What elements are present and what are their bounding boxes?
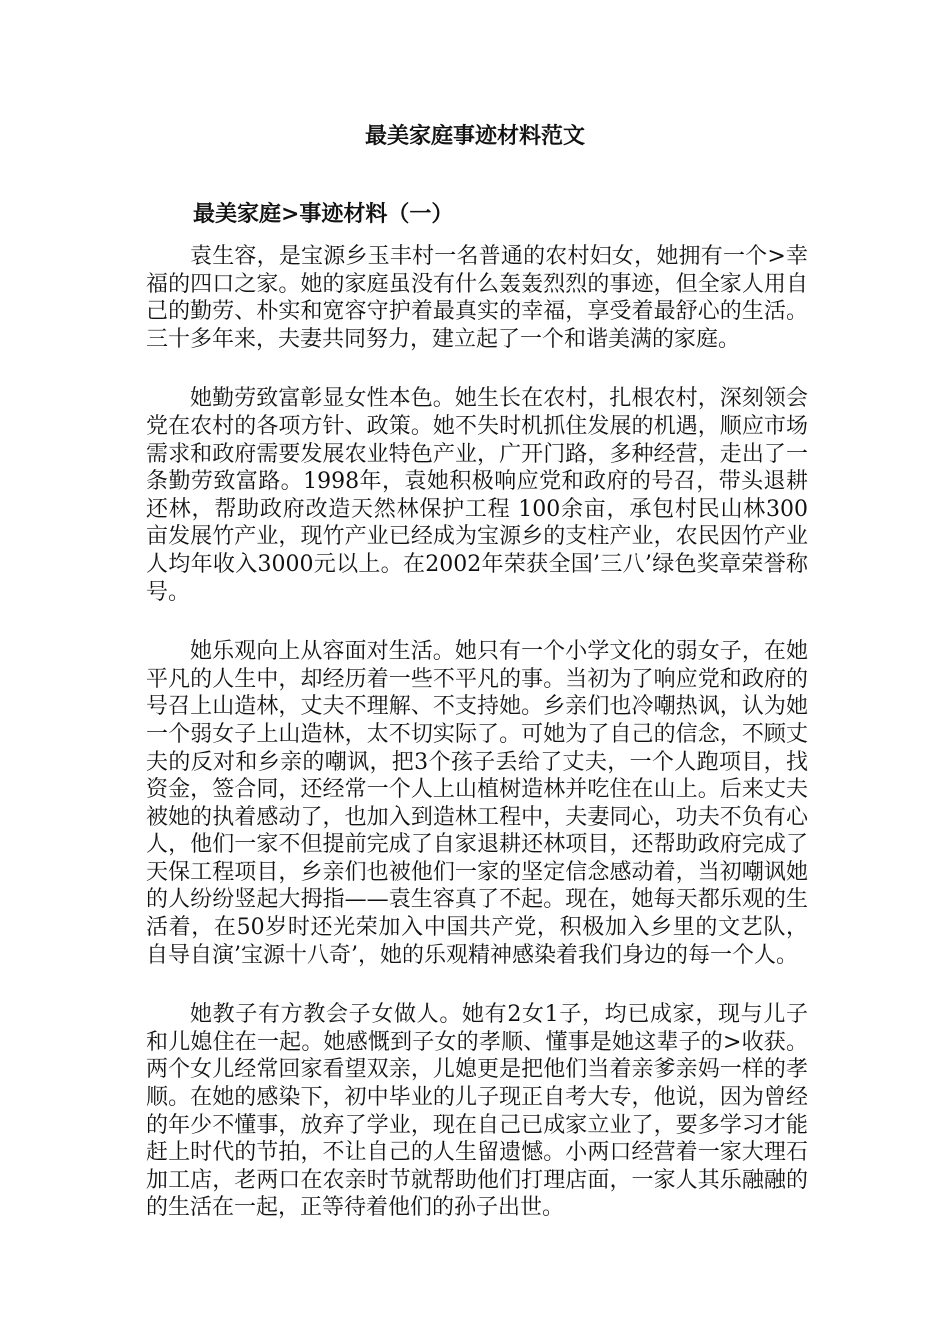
paragraph-2: 她勤劳致富彰显女性本色。她生长在农村，扎根农村，深刻领会党在农村的各项方针、政策。她不失时机抓住发展的机遇，顺应市场需求和政府需要发展农业特色产业，广开门路，多种经营，走出了一条勤劳致富路。1998年，袁她积极响应党和政府的号召，带头退耕还林，帮助政府改造天然林保护工程 100余亩，承包村民山林300亩发展竹产业，现竹产业已经成为宝源乡的支柱产业，农民因竹产业人均年收入3000元以上。在2002年荣获全国’三八’绿色奖章荣誉称号。 xyxy=(146,386,808,605)
document-title: 最美家庭事迹材料范文 xyxy=(364,123,585,149)
paragraph-1: 袁生容，是宝源乡玉丰村一名普通的农村妇女，她拥有一个>幸福的四口之家。她的家庭虽没有什么轰轰烈烈的事迹，但全家人用自己的勤劳、朴实和宽容守护着最真实的幸福，享受着最舒心的生活。三十多年来，夫妻共同努力，建立起了一个和谐美满的家庭。 xyxy=(146,244,808,352)
paragraph-3: 她乐观向上从容面对生活。她只有一个小学文化的弱女子，在她平凡的人生中，却经历着一些不平凡的事。当初为了响应党和政府的号召上山造林，丈夫不理解、不支持她。乡亲们也冷嘲热讽，认为她一个弱女子上山造林，太不切实际了。可她为了自己的信念，不顾丈夫的反对和乡亲的嘲讽，把3个孩子丢给了丈夫，一个人跑项目，找资金，签合同，还经常一个人上山植树造林并吃住在山上。后来丈夫被她的执着感动了，也加入到造林工程中，夫妻同心，功夫不负有心人，他们一家不但提前完成了自家退耕还林项目，还帮助政府完成了天保工程项目，乡亲们也被他们一家的坚定信念感动着，当初嘲讽她的人纷纷竖起大拇指——袁生容真了不起。现在，她每天都乐观的生活着，在50岁时还光荣加入中国共产党，积极加入乡里的文艺队，自导自演’宝源十八奇’，她的乐观精神感染着我们身边的每一个人。 xyxy=(146,639,808,968)
section-heading: 最美家庭>事迹材料（一） xyxy=(193,201,454,227)
paragraph-4: 她教子有方教会子女做人。她有2女1子，均已成家，现与儿子和儿媳住在一起。她感慨到子女的孝顺、懂事是她这辈子的>收获。两个女儿经常回家看望双亲，儿媳更是把他们当着亲爹亲妈一样的孝顺。在她的感染下，初中毕业的儿子现正自考大专，他说，因为曾经的年少不懂事，放弃了学业，现在自己已成家立业了，要多学习才能赶上时代的节拍，不让自己的人生留遗憾。小两口经营着一家大理石加工店，老两口在农亲时节就帮助他们打理店面，一家人其乐融融的的生活在一起，正等待着他们的孙子出世。 xyxy=(146,1002,808,1221)
document-body xyxy=(146,243,808,1254)
